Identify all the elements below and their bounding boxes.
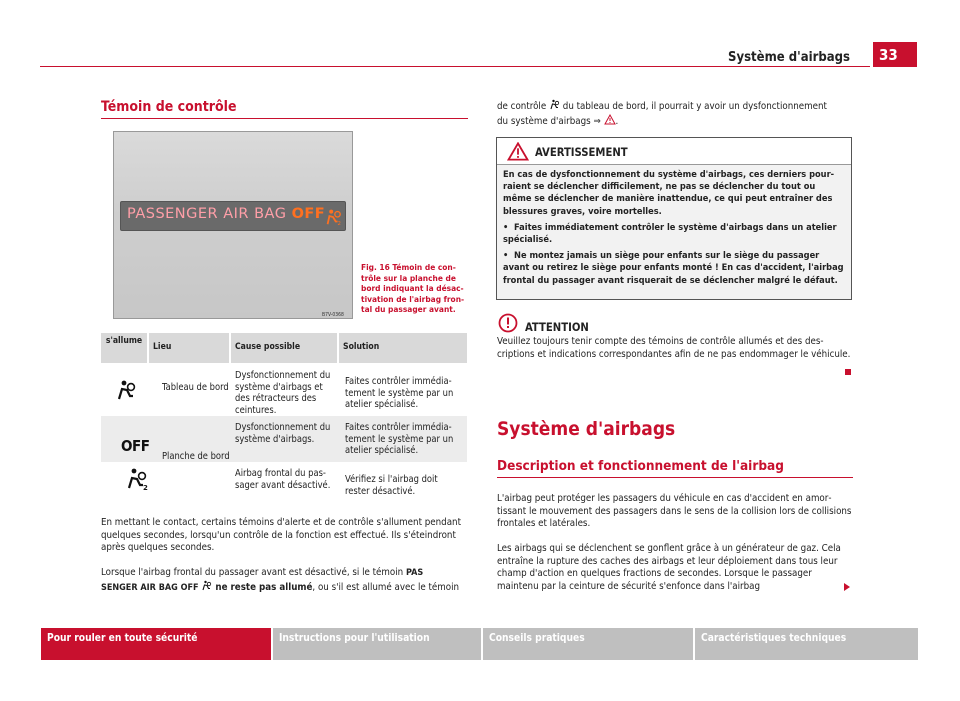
section-title: Témoin de contrôle [101,99,237,115]
page-number: 33 [873,42,917,67]
table-header-place: Lieu [149,333,229,363]
svg-text:2: 2 [143,484,148,491]
tab-safety[interactable]: Pour rouler en toute sécurité [41,628,271,660]
warning-body [503,169,845,291]
passenger-airbag-off-icon [125,467,149,491]
warning-paragraph: En cas de dysfonctionnement du système d'airbags, ces derniers pourraient se déclencher difficilement, ne pas se déclencher du tout ou même se déclencher de manière inattendue, ce qui peut entraîner des blessures graves, voire mortelles. [503,169,835,217]
dashboard-warning-light-figure [113,131,353,319]
row1-solution: Faites contrôler immédiatement le système par un atelier spécialisé. [345,376,454,410]
table-header-cause: Cause possible [231,333,337,363]
section-rule [101,118,468,119]
continue-arrow-icon [842,582,852,592]
table-header-solution: Solution [339,333,467,363]
tab-technical-specs[interactable]: Caractéristiques techniques [695,628,918,660]
section-title-airbags: Système d'airbags [497,418,676,440]
warning-title: AVERTISSEMENT [535,146,628,159]
row1-cause: Dysfonctionnement du système d'airbags et des rétracteurs des ceintures. [235,370,331,416]
subsection-title: Description et fonctionnement de l'airbag [497,458,784,474]
passenger-airbag-off-icon [324,208,342,226]
attention-title: ATTENTION [525,321,589,334]
paragraph-airbag-function: Les airbags qui se déclenchent se gonflent grâce à un générateur de gaz. Cela entraîne la rupture des caches des airbags et leur déploiement dans tous leur champ d'action en quelques fractions de secondes. Lorsque le passager maintenu par la ceinture de sécurité s'enfonce dans l'airbag [497,543,841,592]
warning-triangle-icon[interactable] [604,114,616,125]
paragraph-intro-continued: de contrôle du tableau de bord, il pourrait y avoir un dysfonctionnement du système d'airbags ⇒ . [497,101,827,127]
row1-place: Tableau de bord [162,382,229,393]
warning-box [496,137,852,300]
warning-bullet: • Faites immédiatement contrôler le système d'airbags dans un atelier spécialisé. [503,221,837,246]
airbag-warning-icon [549,99,560,110]
warning-triangle-icon [507,142,529,161]
paragraph-airbag-description: L'airbag peut protéger les passagers du véhicule en cas d'accident en amortissant le mouvement des passagers dans le sens de la collision lors de collisions frontales et latérales. [497,493,852,530]
row2-solution-a: Faites contrôler immédiatement le système par un atelier spécialisé. [345,422,454,456]
row2-cause-b: Airbag frontal du passager avant désactivé. [235,468,331,491]
running-header-title: Système d'airbags [728,50,850,65]
row2-solution-b: Vérifiez si l'airbag doit rester désactivé. [345,474,438,497]
subsection-rule [497,477,853,478]
display-off-text: OFF [291,206,326,222]
tab-instructions[interactable]: Instructions pour l'utilisation [273,628,481,660]
tab-practical-tips[interactable]: Conseils pratiques [483,628,693,660]
row2-cause-a: Dysfonctionnement du système d'airbags. [235,422,331,445]
svg-text:2: 2 [337,221,341,226]
paragraph-passenger-airbag: Lorsque l'airbag frontal du passager avant est désactivé, si le témoin PAS SENGER AIR BAG OFF ne reste pas allumé, ou s'il est allumé avec le témoin [101,567,460,593]
image-code: B7V-0368 [322,312,344,318]
row2-place: Planche de bord [162,451,230,462]
passenger-airbag-off-icon [201,580,212,591]
end-square-icon [845,369,851,375]
warning-bullet: • Ne montez jamais un siège pour enfants sur le siège du passager avant ou retirez le siège pour enfants monté ! En cas d'accident, l'airbag frontal du passager avant risquerait de se déclencher malgré le défaut. [503,250,844,286]
attention-body: Veuillez toujours tenir compte des témoins de contrôle allumés et des descriptions et indications correspondantes afin de ne pas endommager le véhicule. [497,336,851,360]
passenger-airbag-display [120,201,346,231]
off-indicator-label: OFF [121,437,150,455]
paragraph-ignition: En mettant le contact, certains témoins d'alerte et de contrôle s'allument pendant quelques secondes, lorsqu'un contrôle de la fonction est effectué. Ils s'éteindront après quelques secondes. [101,517,461,554]
table-header-lights: s'allume [101,333,147,363]
display-text: PASSENGER AIR BAG [127,206,287,222]
attention-circle-icon [498,313,518,333]
figure-caption: Fig. 16 Témoin de contrôle sur la planche de bord indiquant la désactivation de l'airbag frontal du passager avant. [361,262,465,314]
header-rule [40,66,870,67]
airbag-warning-icon [115,379,137,401]
warning-header [497,138,851,165]
